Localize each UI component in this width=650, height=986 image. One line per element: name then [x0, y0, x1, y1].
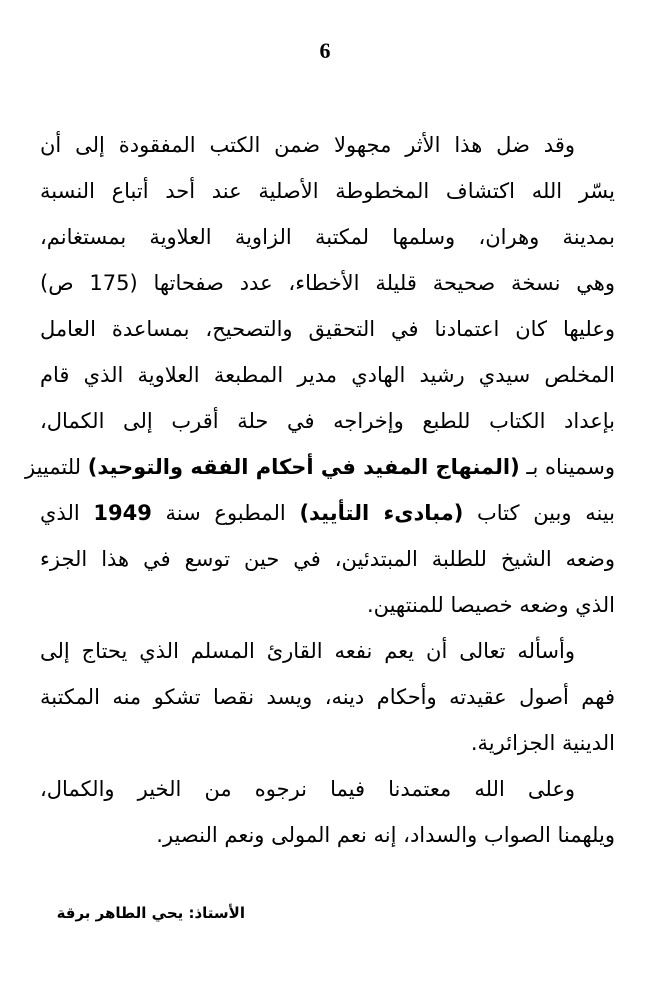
paragraph-2-line-1: وأسأله تعالى أن يعم نفعه القارئ المسلم الذي يحتاج إلى	[40, 639, 575, 663]
paragraph-1-line-8	[24, 444, 615, 490]
paragraph-2-line-2: فهم أصول عقيدته وأحكام دينه، ويسد نقصا تشكو منه المكتبة	[40, 685, 615, 709]
paragraph-1-line-10: وضعه الشيخ للطلبة المبتدئين، في حين توسع في هذا الجزء	[40, 547, 615, 571]
paragraph-1-line-3: بمدينة وهران، وسلمها لمكتبة الزاوية العلاوية بمستغانم،	[40, 225, 615, 249]
paragraph-1-line-5: وعليها كان اعتمادنا في التحقيق والتصحيح، بمساعدة العامل	[40, 317, 615, 341]
paragraph-1-line-7: بإعداد الكتاب للطبع وإخراجه في حلة أقرب إلى الكمال،	[40, 409, 615, 433]
book-title-bold: (المنهاج المفيد في أحكام الفقه والتوحيد)	[87, 455, 520, 479]
paragraph-3-line-2: ويلهمنا الصواب والسداد، إنه نعم المولى ونعم النصير.	[156, 823, 615, 847]
body-text	[24, 122, 615, 858]
line-9-text-middle: المطبوع سنة	[151, 501, 300, 525]
paragraph-1-line-2: يسّر الله اكتشاف المخطوطة الأصلية عند أحد أتباع النسبة	[40, 179, 615, 203]
paragraph-2-line-3: الدينية الجزائرية.	[470, 731, 615, 755]
other-book-title-bold: (مبادىء التأييد)	[299, 501, 464, 525]
paragraph-3-line-1: وعلى الله معتمدنا فيما نرجوه من الخير والكمال،	[40, 777, 575, 801]
paragraph-1-line-4: وهي نسخة صحيحة قليلة الأخطاء، عدد صفحاتها (175 ص)	[40, 271, 615, 295]
year-bold: 1949	[93, 501, 152, 525]
line-8-text-before: وسميناه بـ	[519, 455, 615, 479]
line-9-text-before: بينه وبين كتاب	[463, 501, 615, 525]
line-8-text-after: للتمييز	[24, 455, 88, 479]
paragraph-1-line-1: وقد ضل هذا الأثر مجهولا ضمن الكتب المفقودة إلى أن	[40, 133, 575, 157]
paragraph-1-line-11: الذي وضعه خصيصا للمنتهين.	[366, 593, 615, 617]
author-signature: الأستاذ: يحي الطاهر برقة	[56, 904, 245, 922]
page-number: 6	[319, 38, 331, 63]
paragraph-1-line-6: المخلص سيدي رشيد الهادي مدير المطبعة العلاوية الذي قام	[40, 363, 615, 387]
line-9-text-after: الذي	[40, 501, 94, 525]
paragraph-1-line-9	[40, 490, 615, 536]
